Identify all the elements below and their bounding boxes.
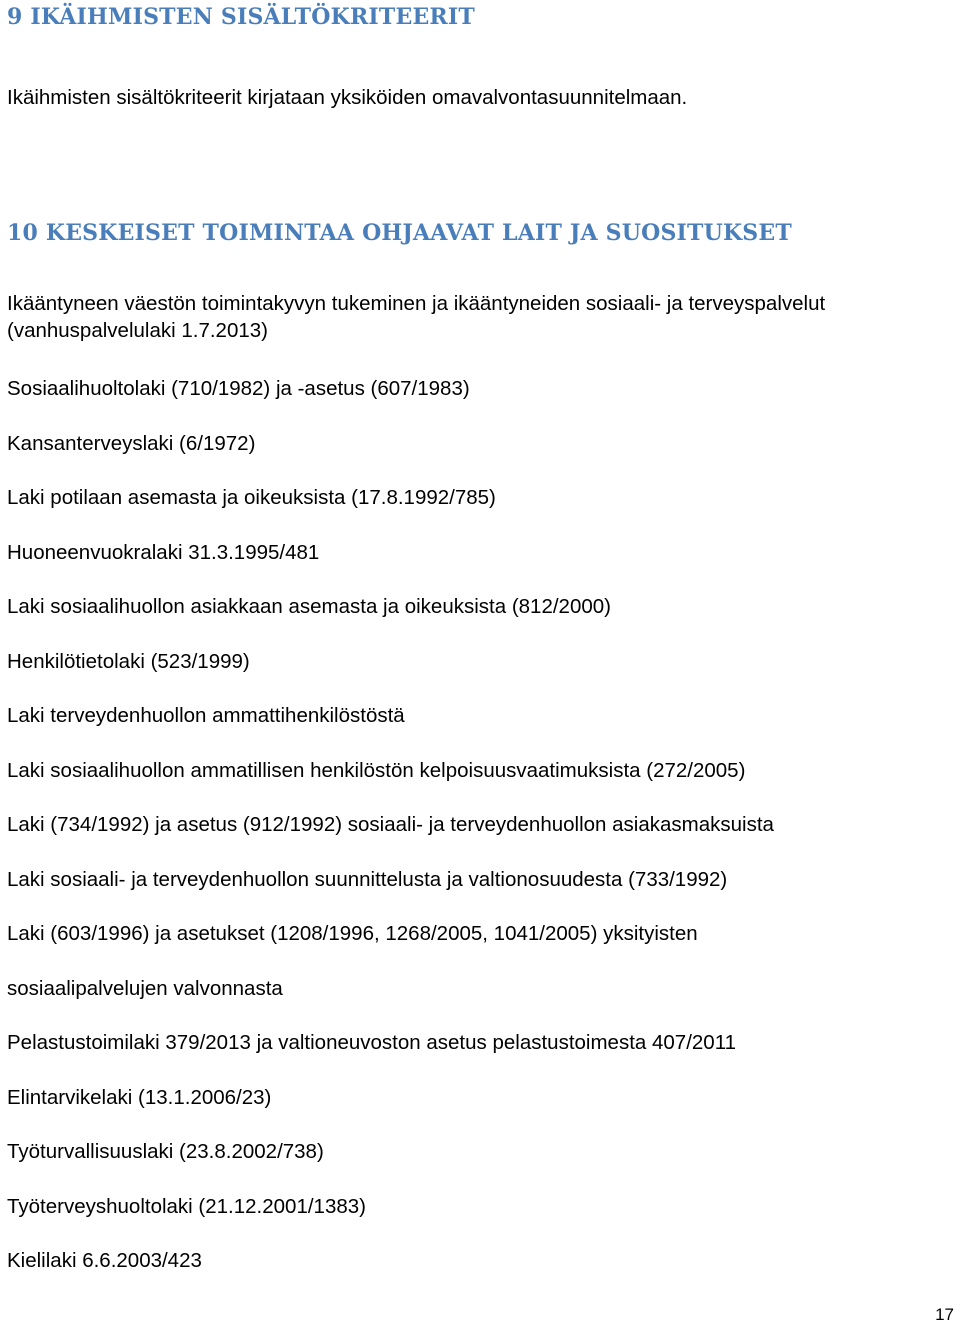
law-item: Työturvallisuuslaki (23.8.2002/738) — [7, 1140, 324, 1163]
law-item: Pelastustoimilaki 379/2013 ja valtioneuvoston asetus pelastustoimesta 407/2011 — [7, 1031, 736, 1054]
law-item: Laki potilaan asemasta ja oikeuksista (17.8.1992/785) — [7, 486, 496, 509]
law-item: Huoneenvuokralaki 31.3.1995/481 — [7, 540, 320, 564]
law-item: Laki sosiaalihuollon ammatillisen henkilöstön kelpoisuusvaatimuksista (272/2005) — [7, 758, 746, 782]
law-item: Kansanterveyslaki (6/1972) — [7, 431, 256, 455]
law-item: Laki terveydenhuollon ammattihenkilöstöstä — [7, 704, 405, 727]
law-item: Laki sosiaali- ja terveydenhuollon suunnittelusta ja valtionosuudesta (733/1992) — [7, 867, 728, 891]
section-9-text: Ikäihmisten sisältökriteerit kirjataan yksiköiden omavalvontasuunnitelmaan. — [7, 86, 688, 109]
section-10-heading: 10 KESKEISET TOIMINTAA OHJAAVAT LAIT JA SUOSITUKSET — [7, 220, 792, 246]
law-item: sosiaalipalvelujen valvonnasta — [7, 976, 283, 1000]
law-list — [7, 375, 774, 1302]
law-item: Laki (734/1992) ja asetus (912/1992) sosiaali- ja terveydenhuollon asiakasmaksuista — [7, 813, 774, 836]
law-item: Laki sosiaalihuollon asiakkaan asemasta ja oikeuksista (812/2000) — [7, 595, 611, 618]
law-item: Elintarvikelaki (13.1.2006/23) — [7, 1085, 272, 1109]
law-item: Kielilaki 6.6.2003/423 — [7, 1249, 202, 1272]
page-number: 17 — [935, 1305, 954, 1324]
section-10-intro — [7, 290, 825, 344]
law-item: Henkilötietolaki (523/1999) — [7, 649, 250, 673]
law-item: Laki (603/1996) ja asetukset (1208/1996, 1268/2005, 1041/2005) yksityisten — [7, 922, 698, 945]
intro-line-2: (vanhuspalvelulaki 1.7.2013) — [7, 319, 268, 342]
section-9-heading: 9 IKÄIHMISTEN SISÄLTÖKRITEERIT — [7, 4, 475, 30]
intro-line-1: Ikääntyneen väestön toimintakyvyn tukeminen ja ikääntyneiden sosiaali- ja terveyspalvelut — [7, 292, 826, 315]
law-item: Työterveyshuoltolaki (21.12.2001/1383) — [7, 1194, 366, 1218]
law-item: Sosiaalihuoltolaki (710/1982) ja -asetus (607/1983) — [7, 377, 470, 400]
